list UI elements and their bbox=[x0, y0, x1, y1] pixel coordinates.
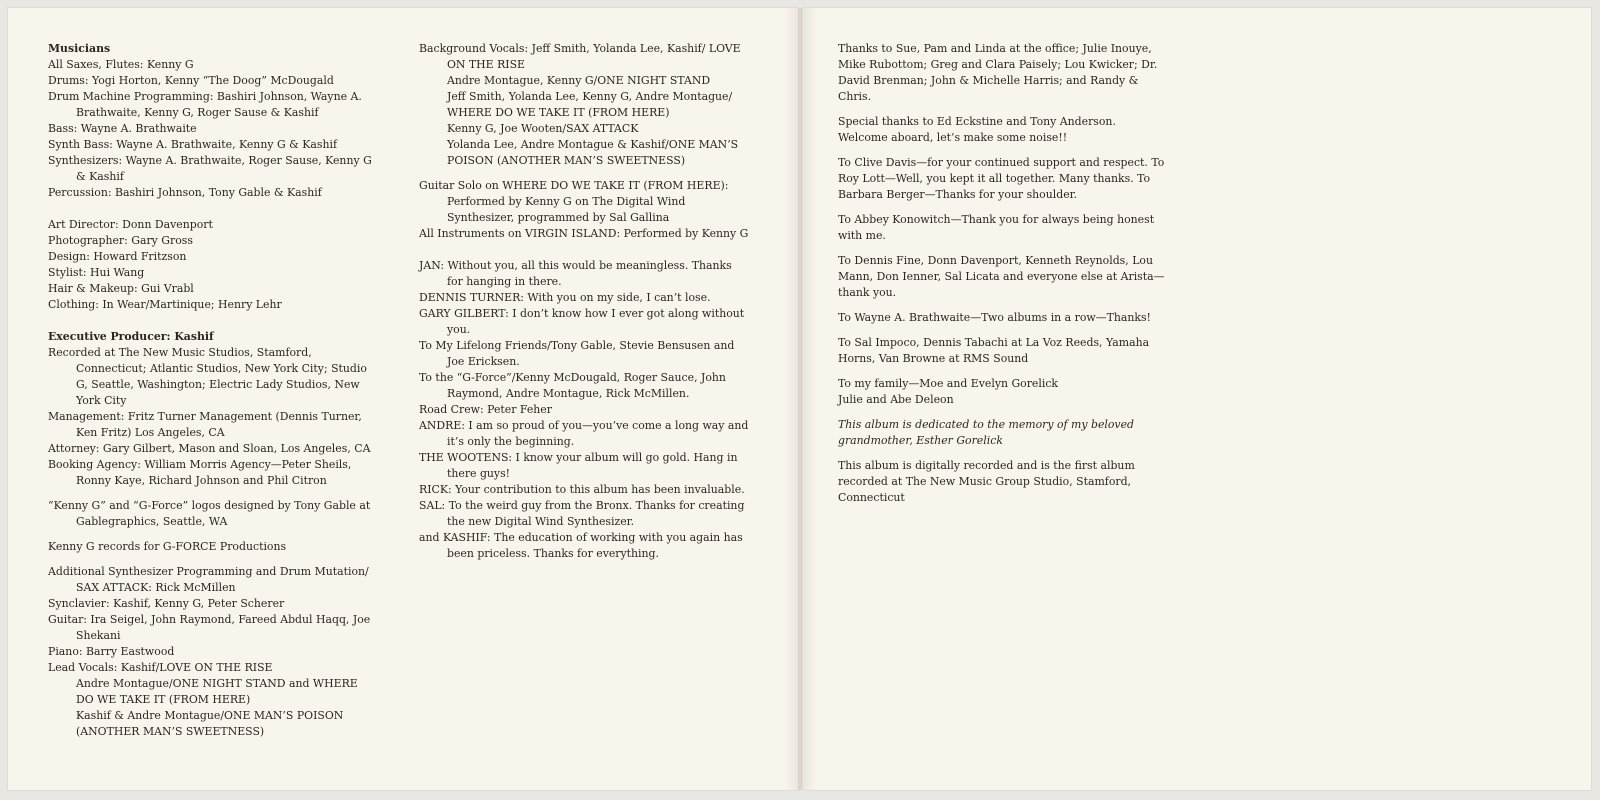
credits-column-1 bbox=[48, 41, 378, 749]
credit-line: “Kenny G” and “G-Force” logos designed by Tony Gable at Gablegraphics, Seattle, WA bbox=[48, 499, 371, 528]
note-line: DENNIS TURNER: With you on my side, I can’t lose. bbox=[419, 291, 711, 304]
note-line: ANDRE: I am so proud of you—you’ve come a long way and it’s only the beginning. bbox=[419, 419, 749, 448]
credit-line: Guitar Solo on WHERE DO WE TAKE IT (FROM HERE): Performed by Kenny G on The Digital Wind Synthesizer, programmed by Sal Gallina bbox=[419, 179, 729, 224]
executive-section bbox=[48, 329, 378, 489]
additional-section bbox=[48, 564, 378, 740]
note-line: SAL: To the weird guy from the Bronx. Thanks for creating the new Digital Wind Synthesizer. bbox=[419, 499, 745, 528]
note-line: THE WOOTENS: I know your album will go gold. Hang in there guys! bbox=[419, 451, 738, 480]
credit-line: Art Director: Donn Davenport bbox=[48, 218, 213, 231]
paragraph-text: To Abbey Konowitch—Thank you for always being honest with me. bbox=[838, 213, 1155, 242]
credit-line: Clothing: In Wear/Martinique; Henry Lehr bbox=[48, 298, 282, 311]
credit-line: Kashif & Andre Montague/ONE MAN’S POISON (ANOTHER MAN’S SWEETNESS) bbox=[76, 709, 344, 738]
dedication bbox=[838, 417, 1168, 449]
credit-line: Drum Machine Programming: Bashiri Johnson, Wayne A. Brathwaite, Kenny G, Roger Sause & Kashif bbox=[48, 90, 362, 119]
thanks-paragraph bbox=[838, 41, 1168, 105]
credit-line: Booking Agency: William Morris Agency—Peter Sheils, Ronny Kaye, Richard Johnson and Phil Citron bbox=[48, 458, 352, 487]
musicians-section bbox=[48, 41, 378, 201]
note-line: JAN: Without you, all this would be meaningless. Thanks for hanging in there. bbox=[419, 259, 732, 288]
paragraph-text: Special thanks to Ed Eckstine and Tony Anderson. Welcome aboard, let’s make some noise!! bbox=[838, 115, 1116, 144]
credit-line: Additional Synthesizer Programming and Drum Mutation/ SAX ATTACK: Rick McMillen bbox=[48, 565, 369, 594]
recording-note bbox=[838, 458, 1168, 506]
musicians-heading: Musicians bbox=[48, 42, 111, 55]
thanks-paragraph bbox=[838, 310, 1168, 326]
family-line: To my family—Moe and Evelyn Gorelick bbox=[838, 377, 1059, 390]
family-line: Julie and Abe Deleon bbox=[838, 393, 954, 406]
note-line: GARY GILBERT: I don’t know how I ever got along without you. bbox=[419, 307, 745, 336]
paragraph-text: To Clive Davis—for your continued support and respect. To Roy Lott—Well, you kept it all together. Many thanks. To Barbara Berger—Thanks for your shoulder. bbox=[838, 156, 1165, 201]
credit-line: Kenny G records for G-FORCE Productions bbox=[48, 540, 287, 553]
credit-line: Synclavier: Kashif, Kenny G, Peter Scherer bbox=[48, 597, 285, 610]
credit-line: Stylist: Hui Wang bbox=[48, 266, 145, 279]
credit-line: Synthesizers: Wayne A. Brathwaite, Roger Sause, Kenny G & Kashif bbox=[48, 154, 372, 183]
credit-line: Attorney: Gary Gilbert, Mason and Sloan, Los Angeles, CA bbox=[48, 442, 371, 455]
gutter-shadow bbox=[784, 8, 798, 790]
credit-line: All Saxes, Flutes: Kenny G bbox=[48, 58, 194, 71]
credit-line: Lead Vocals: Kashif/LOVE ON THE RISE bbox=[48, 661, 273, 674]
note-line: To the “G-Force”/Kenny McDougald, Roger Sauce, John Raymond, Andre Montague, Rick McMillen. bbox=[419, 371, 726, 400]
credit-line: Yolanda Lee, Andre Montague & Kashif/ONE MAN’S POISON (ANOTHER MAN’S SWEETNESS) bbox=[447, 138, 739, 167]
thanks-paragraph bbox=[838, 253, 1168, 301]
records-section bbox=[48, 539, 378, 555]
executive-heading: Executive Producer: Kashif bbox=[48, 330, 214, 343]
paragraph-text: To Wayne A. Brathwaite—Two albums in a row—Thanks! bbox=[838, 311, 1151, 324]
credit-line: Photographer: Gary Gross bbox=[48, 234, 193, 247]
personal-notes-section bbox=[419, 258, 749, 562]
gutter-shadow bbox=[803, 8, 817, 790]
credit-line: Guitar: Ira Seigel, John Raymond, Fareed Abdul Haqq, Joe Shekani bbox=[48, 613, 371, 642]
credit-line: Percussion: Bashiri Johnson, Tony Gable & Kashif bbox=[48, 186, 322, 199]
credit-line: Management: Fritz Turner Management (Dennis Turner, Ken Fritz) Los Angeles, CA bbox=[48, 410, 362, 439]
credit-line: Design: Howard Fritzson bbox=[48, 250, 187, 263]
background-vocals-section bbox=[419, 41, 749, 169]
paragraph-text: To Sal Impoco, Dennis Tabachi at La Voz Reeds, Yamaha Horns, Van Browne at RMS Sound bbox=[838, 336, 1150, 365]
thanks-paragraph bbox=[838, 114, 1168, 146]
thanks-column bbox=[838, 41, 1168, 515]
credit-line: Kenny G, Joe Wooten/SAX ATTACK bbox=[447, 122, 639, 135]
credit-line: Synth Bass: Wayne A. Brathwaite, Kenny G & Kashif bbox=[48, 138, 338, 151]
dedication-text: This album is dedicated to the memory of my beloved grandmother, Esther Gorelick bbox=[838, 418, 1134, 447]
art-credits-section bbox=[48, 217, 378, 313]
credit-line: Background Vocals: Jeff Smith, Yolanda Lee, Kashif/ LOVE ON THE RISE bbox=[419, 42, 741, 71]
credit-line: Jeff Smith, Yolanda Lee, Kenny G, Andre Montague/ WHERE DO WE TAKE IT (FROM HERE) bbox=[447, 90, 733, 119]
credits-column-2 bbox=[419, 41, 749, 571]
paragraph-text: Thanks to Sue, Pam and Linda at the office; Julie Inouye, Mike Rubottom; Greg and Clara Paisely; Lou Kwicker; Dr. David Brenman; John & Michelle Harris; and Randy & Chris. bbox=[838, 42, 1158, 103]
credit-line: All Instruments on VIRGIN ISLAND: Performed by Kenny G bbox=[419, 227, 749, 240]
note-line: RICK: Your contribution to this album has been invaluable. bbox=[419, 483, 745, 496]
paragraph-text: To Dennis Fine, Donn Davenport, Kenneth Reynolds, Lou Mann, Don Ienner, Sal Licata and everyone else at Arista—thank you. bbox=[838, 254, 1165, 299]
note-line: To My Lifelong Friends/Tony Gable, Stevie Bensusen and Joe Ericksen. bbox=[419, 339, 735, 368]
credit-line: Piano: Barry Eastwood bbox=[48, 645, 175, 658]
logos-section bbox=[48, 498, 378, 530]
thanks-paragraph bbox=[838, 155, 1168, 203]
credit-line: Hair & Makeup: Gui Vrabl bbox=[48, 282, 194, 295]
note-line: Road Crew: Peter Feher bbox=[419, 403, 552, 416]
credit-line: Andre Montague/ONE NIGHT STAND and WHERE DO WE TAKE IT (FROM HERE) bbox=[76, 677, 358, 706]
credit-line: Recorded at The New Music Studios, Stamford, Connecticut; Atlantic Studios, New York City; Studio G, Seattle, Washington; Electric Lady Studios, New York City bbox=[48, 346, 367, 407]
thanks-paragraph bbox=[838, 335, 1168, 367]
credit-line: Drums: Yogi Horton, Kenny “The Doog” McDougald bbox=[48, 74, 334, 87]
thanks-paragraph bbox=[838, 212, 1168, 244]
credit-line: Bass: Wayne A. Brathwaite bbox=[48, 122, 197, 135]
recording-note-text: This album is digitally recorded and is the first album recorded at The New Music Group Studio, Stamford, Connecticut bbox=[838, 459, 1135, 504]
guitar-solo-section bbox=[419, 178, 749, 242]
credit-line: Andre Montague, Kenny G/ONE NIGHT STAND bbox=[447, 74, 711, 87]
family-thanks bbox=[838, 376, 1168, 408]
note-line: and KASHIF: The education of working with you again has been priceless. Thanks for everything. bbox=[419, 531, 743, 560]
